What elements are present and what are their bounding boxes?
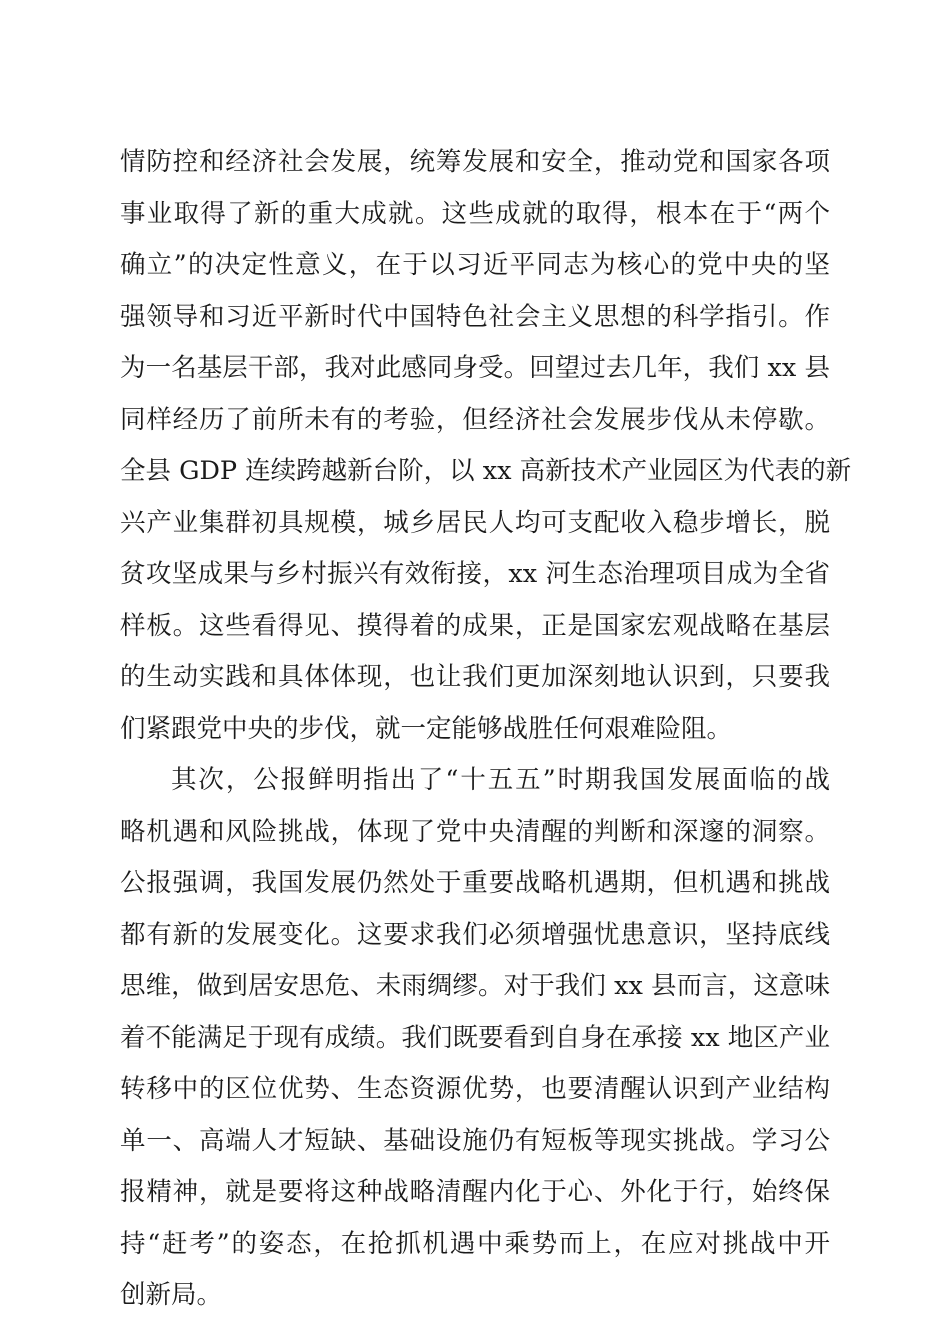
text-line: 兴产业集群初具规模，城乡居民人均可支配收入稳步增长，脱 [120, 507, 830, 538]
text-line: 创新局。 [120, 1280, 223, 1310]
text-line: 思维，做到居安思危、未雨绸缪。对于我们 xx 县而言，这意味 [120, 971, 830, 1001]
text-line: 持“赶考”的姿态，在抢抓机遇中乘势而上，在应对挑战中开 [120, 1228, 830, 1259]
text-line: 都有新的发展变化。这要求我们必须增强忧患意识，坚持底线 [120, 919, 830, 950]
paragraph-2 [120, 755, 830, 1322]
text-line: 事业取得了新的重大成就。这些成就的取得，根本在于“两个 [120, 198, 830, 229]
text-line: 为一名基层干部，我对此感同身受。回望过去几年，我们 xx 县 [120, 353, 830, 383]
paragraph-1 [120, 137, 852, 755]
text-line: 公报强调，我国发展仍然处于重要战略机遇期，但机遇和挑战 [120, 868, 830, 898]
text-line: 其次，公报鲜明指出了“十五五”时期我国发展面临的战 [171, 765, 830, 795]
text-line: 强领导和习近平新时代中国特色社会主义思想的科学指引。作 [120, 301, 830, 332]
document-body [120, 137, 852, 1322]
text-line: 确立”的决定性意义，在于以习近平同志为核心的党中央的坚 [120, 250, 830, 280]
text-line: 着不能满足于现有成绩。我们既要看到自身在承接 xx 地区产业 [120, 1022, 830, 1053]
text-line: 略机遇和风险挑战，体现了党中央清醒的判断和深邃的洞察。 [120, 816, 830, 847]
text-line: 单一、高端人才短缺、基础设施仍有短板等现实挑战。学习公 [120, 1125, 830, 1156]
text-line: 报精神，就是要将这种战略清醒内化于心、外化于行，始终保 [120, 1177, 830, 1207]
text-line: 们紧跟党中央的步伐，就一定能够战胜任何艰难险阻。 [120, 713, 733, 744]
text-line: 贫攻坚成果与乡村振兴有效衔接，xx 河生态治理项目成为全省 [120, 559, 830, 589]
text-line: 同样经历了前所未有的考验，但经济社会发展步伐从未停歇。 [120, 404, 830, 435]
text-line: 全县 GDP 连续跨越新台阶，以 xx 高新技术产业园区为代表的新 [120, 456, 852, 486]
text-line: 转移中的区位优势、生态资源优势，也要清醒认识到产业结构 [120, 1074, 830, 1104]
text-line: 样板。这些看得见、摸得着的成果，正是国家宏观战略在基层 [120, 610, 830, 641]
text-line: 情防控和经济社会发展，统筹发展和安全，推动党和国家各项 [120, 147, 830, 177]
text-line: 的生动实践和具体体现，也让我们更加深刻地认识到，只要我 [120, 662, 830, 692]
